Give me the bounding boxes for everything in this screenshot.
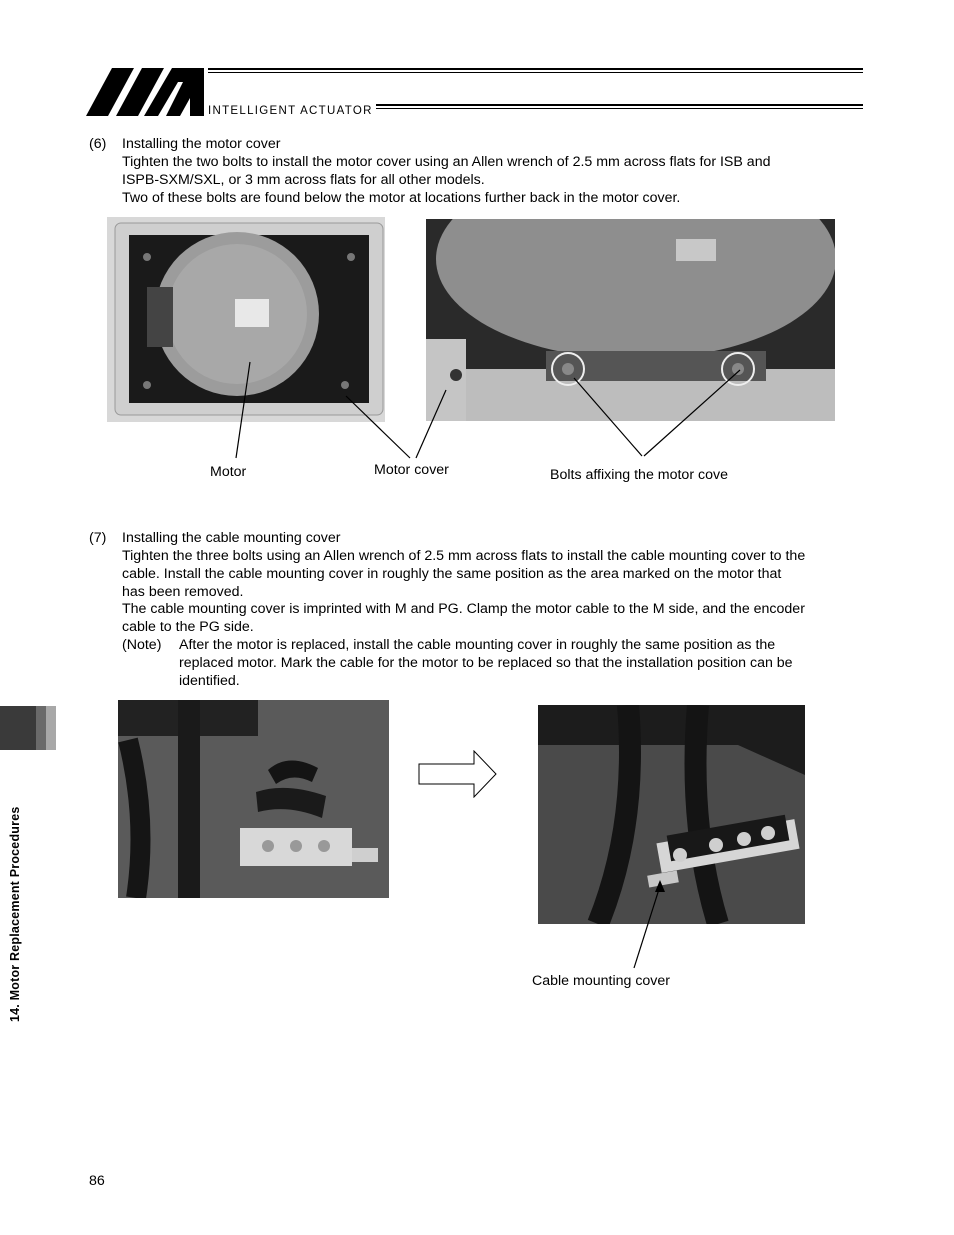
section-7-line: The cable mounting cover is imprinted with M and PG. Clamp the motor cable to the M side, and the encoder	[122, 601, 805, 617]
section-6-line: Two of these bolts are found below the motor at locations further back in the motor cover.	[122, 190, 681, 206]
chapter-tab-shade	[36, 706, 46, 750]
note-label: (Note)	[122, 637, 162, 653]
chapter-tab-shade	[46, 706, 56, 750]
caption-cable-mounting-cover: Cable mounting cover	[532, 973, 671, 989]
note-line: replaced motor. Mark the cable for the motor to be replaced so that the installation position can be	[179, 655, 793, 671]
photo-bolts-closeup	[426, 219, 835, 421]
section-7-line: cable to the PG side.	[122, 619, 254, 635]
right-arrow-icon	[418, 750, 498, 798]
caption-motor-cover: Motor cover	[374, 462, 449, 478]
caption-motor: Motor	[210, 464, 247, 480]
section-7-line: cable. Install the cable mounting cover in roughly the same position as the area marked on the motor that	[122, 566, 782, 582]
photo-cable-mounted	[538, 705, 805, 924]
page-number: 86	[89, 1173, 105, 1189]
note-line: identified.	[179, 673, 240, 689]
note-line: After the motor is replaced, install the cable mounting cover in roughly the same position as the	[179, 637, 776, 653]
section-6-number: (6)	[89, 136, 107, 152]
iai-logo	[86, 64, 866, 120]
chapter-tab	[0, 706, 36, 750]
section-6-line: Tighten the two bolts to install the motor cover using an Allen wrench of 2.5 mm across flats for ISB and	[122, 154, 771, 170]
section-7-heading: Installing the cable mounting cover	[122, 530, 341, 546]
section-7-line: has been removed.	[122, 584, 244, 600]
photo-motor-in-cover	[107, 217, 385, 422]
photo-cable-parts	[118, 700, 389, 898]
caption-bolts: Bolts affixing the motor cove	[550, 467, 728, 483]
section-7-line: Tighten the three bolts using an Allen wrench of 2.5 mm across flats to install the cable mounting cover to the	[122, 548, 806, 564]
section-6-heading: Installing the motor cover	[122, 136, 281, 152]
brand-name: INTELLIGENT ACTUATOR	[208, 105, 373, 117]
section-7-number: (7)	[89, 530, 107, 546]
section-6-line: ISPB-SXM/SXL, or 3 mm across flats for all other models.	[122, 172, 485, 188]
chapter-label: 14. Motor Replacement Procedures	[8, 806, 22, 1022]
